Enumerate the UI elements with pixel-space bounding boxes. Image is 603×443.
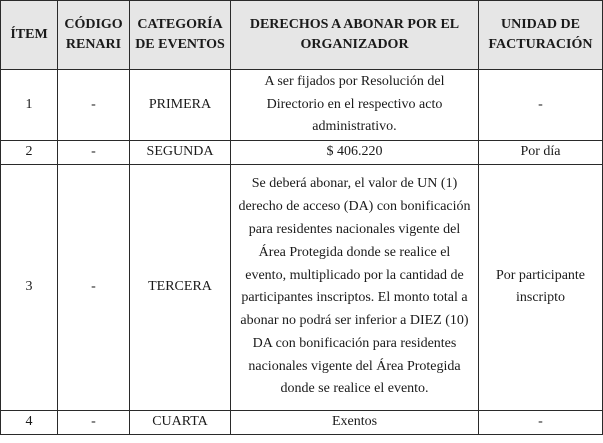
header-item: ÍTEM	[1, 1, 58, 70]
cell-categoria: CUARTA	[130, 410, 231, 434]
cell-unidad: -	[479, 70, 603, 141]
header-categoria: CATEGORÍA DE EVENTOS	[130, 1, 231, 70]
cell-categoria: TERCERA	[130, 164, 231, 410]
cell-item: 1	[1, 70, 58, 141]
header-row	[1, 1, 603, 70]
cell-codigo: -	[58, 164, 130, 410]
table-row	[1, 410, 603, 434]
cell-item: 4	[1, 410, 58, 434]
cell-item: 2	[1, 141, 58, 165]
cell-codigo: -	[58, 70, 130, 141]
table-row	[1, 141, 603, 165]
cell-derechos: $ 406.220	[231, 141, 479, 165]
table-row	[1, 70, 603, 141]
cell-item: 3	[1, 164, 58, 410]
cell-derechos: Se deberá abonar, el valor de UN (1) derecho de acceso (DA) con bonificación para residentes nacionales vigente del Área Protegida donde se realice el evento, multiplicado por la cantidad de participantes inscriptos. El monto total a abonar no podrá ser inferior a DIEZ (10) DA con bonificación para residentes nacionales vigente del Área Protegida donde se realice el evento.	[231, 164, 479, 410]
cell-categoria: SEGUNDA	[130, 141, 231, 165]
header-codigo-renari: CÓDIGO RENARI	[58, 1, 130, 70]
cell-unidad: Por participante inscripto	[479, 164, 603, 410]
cell-codigo: -	[58, 141, 130, 165]
cell-derechos: A ser fijados por Resolución del Directorio en el respectivo acto administrativo.	[231, 70, 479, 141]
cell-codigo: -	[58, 410, 130, 434]
table-row	[1, 164, 603, 410]
cell-unidad: -	[479, 410, 603, 434]
header-derechos: DERECHOS A ABONAR POR EL ORGANIZADOR	[231, 1, 479, 70]
cell-unidad: Por día	[479, 141, 603, 165]
header-unidad: UNIDAD DE FACTURACIÓN	[479, 1, 603, 70]
cell-categoria: PRIMERA	[130, 70, 231, 141]
cell-derechos: Exentos	[231, 410, 479, 434]
